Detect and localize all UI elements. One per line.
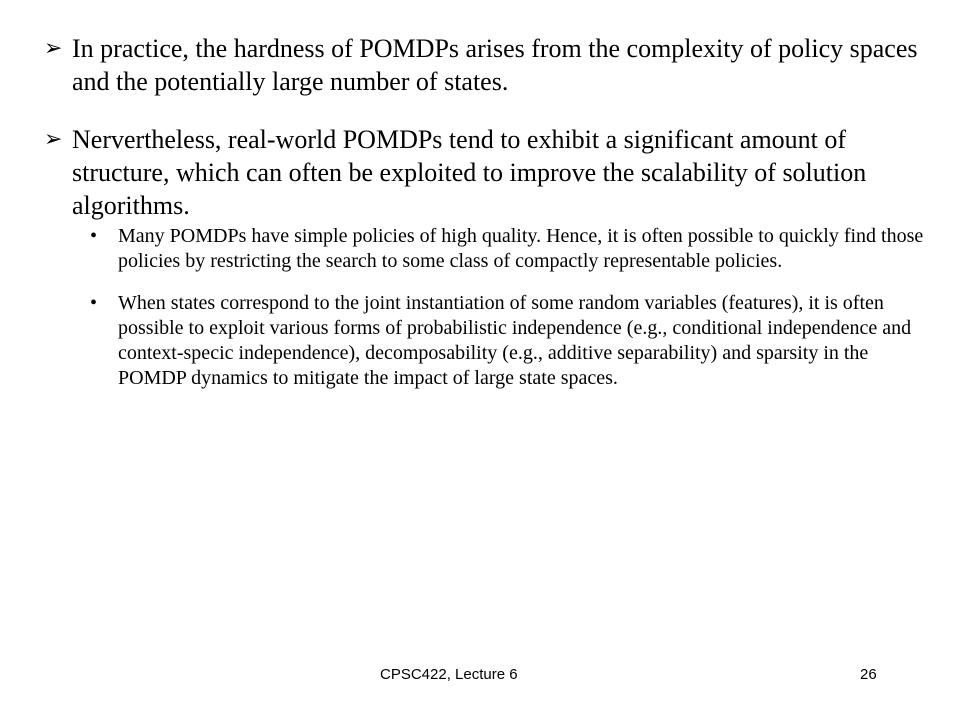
bullet-point-2	[40, 123, 940, 391]
dot-bullet-icon: •	[90, 225, 98, 247]
sub-bullet-1	[72, 224, 940, 274]
page-number: 26	[860, 666, 877, 683]
arrow-bullet-icon: ➢	[44, 127, 63, 152]
main-bullet-list	[40, 32, 940, 416]
bullet-point-1-text: In practice, the hardness of POMDPs arises from the complexity of policy spaces and the potentially large number of states.	[72, 34, 918, 96]
bullet-point-2-text: Nervertheless, real-world POMDPs tend to exhibit a significant amount of structure, which can often be exploited to improve the scalability of solution algorithms.	[72, 125, 867, 220]
dot-bullet-icon: •	[90, 292, 98, 314]
bullet-point-1	[40, 32, 940, 98]
sub-bullet-1-text: Many POMDPs have simple policies of high quality. Hence, it is often possible to quickly find those policies by restricting the search to some class of compactly representable policies.	[118, 225, 924, 272]
sub-bullet-list	[72, 224, 940, 391]
footer-lecture-label: CPSC422, Lecture 6	[380, 666, 518, 683]
sub-bullet-2-text: When states correspond to the joint instantiation of some random variables (features), it is often possible to exploit various forms of probabilistic independence (e.g., conditional independence and context-specic independence), decomposability (e.g., additive separability) and sparsity in the POMDP dynamics to mitigate the impact of large state spaces.	[118, 292, 912, 389]
sub-bullet-2	[72, 291, 940, 391]
arrow-bullet-icon: ➢	[44, 36, 63, 61]
